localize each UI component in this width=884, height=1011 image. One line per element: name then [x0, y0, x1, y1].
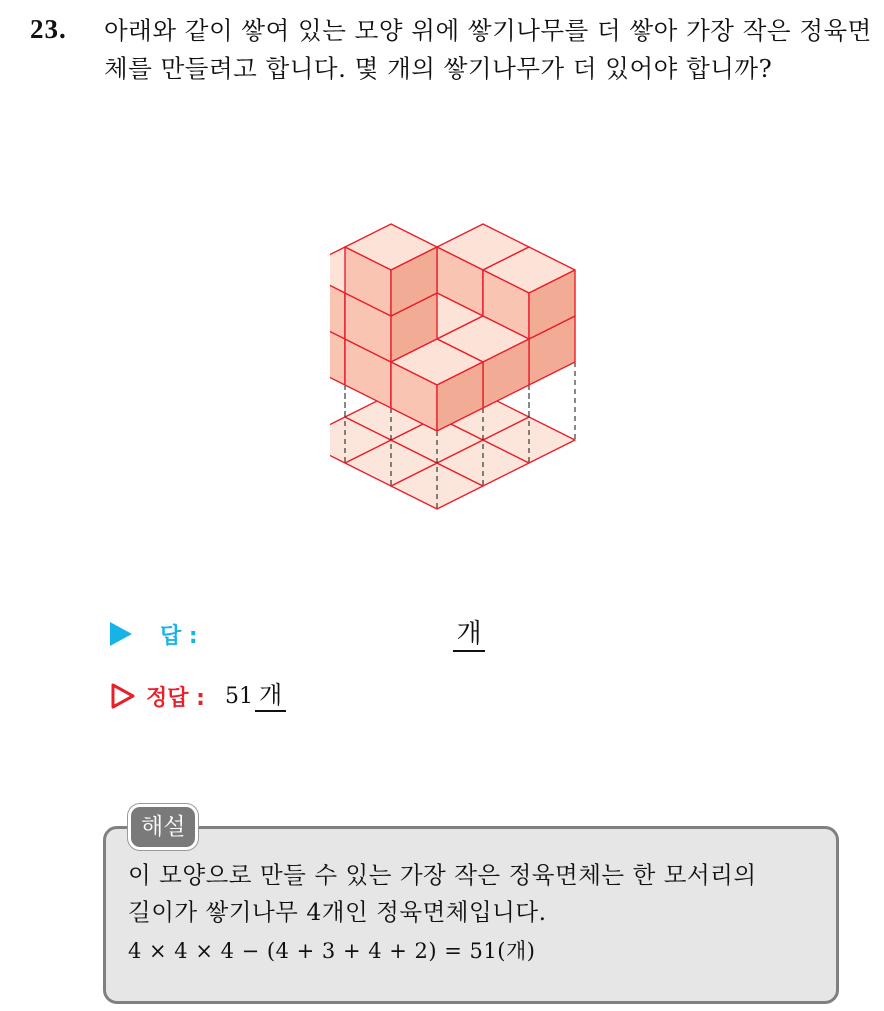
question-number: 23.: [30, 14, 67, 44]
cube-stack-figure: [330, 140, 630, 560]
explanation-formula: 4 × 4 × 4 − (4 + 3 + 4 + 2) = 51(개): [128, 939, 536, 963]
play-triangle-icon: [110, 622, 132, 646]
answer-label: 답 :: [160, 623, 198, 649]
question-text: 아래와 같이 쌓여 있는 모양 위에 쌓기나무를 더 쌓아 가장 작은 정육면체를 만들려고 합니다. 몇 개의 쌓기나무가 더 있어야 합니까?: [104, 16, 872, 83]
explanation-line-1: 이 모양으로 만들 수 있는 가장 작은 정육면체는 한 모서리의: [128, 861, 757, 889]
correct-unit: 개: [255, 680, 286, 712]
explanation-tab: 해설: [128, 804, 198, 850]
answer-input[interactable]: 개: [453, 618, 485, 652]
explanation-box: [103, 826, 839, 1004]
answer-row: [110, 614, 610, 654]
explanation-line-2: 길이가 쌓기나무 4개인 정육면체입니다.: [128, 898, 547, 926]
cubes: [330, 224, 575, 431]
outline-triangle-icon: [110, 683, 136, 709]
correct-answer-row: [110, 676, 610, 716]
explanation-text: [128, 857, 828, 970]
correct-value: 51: [224, 683, 253, 709]
correct-label: 정답 :: [146, 685, 205, 711]
